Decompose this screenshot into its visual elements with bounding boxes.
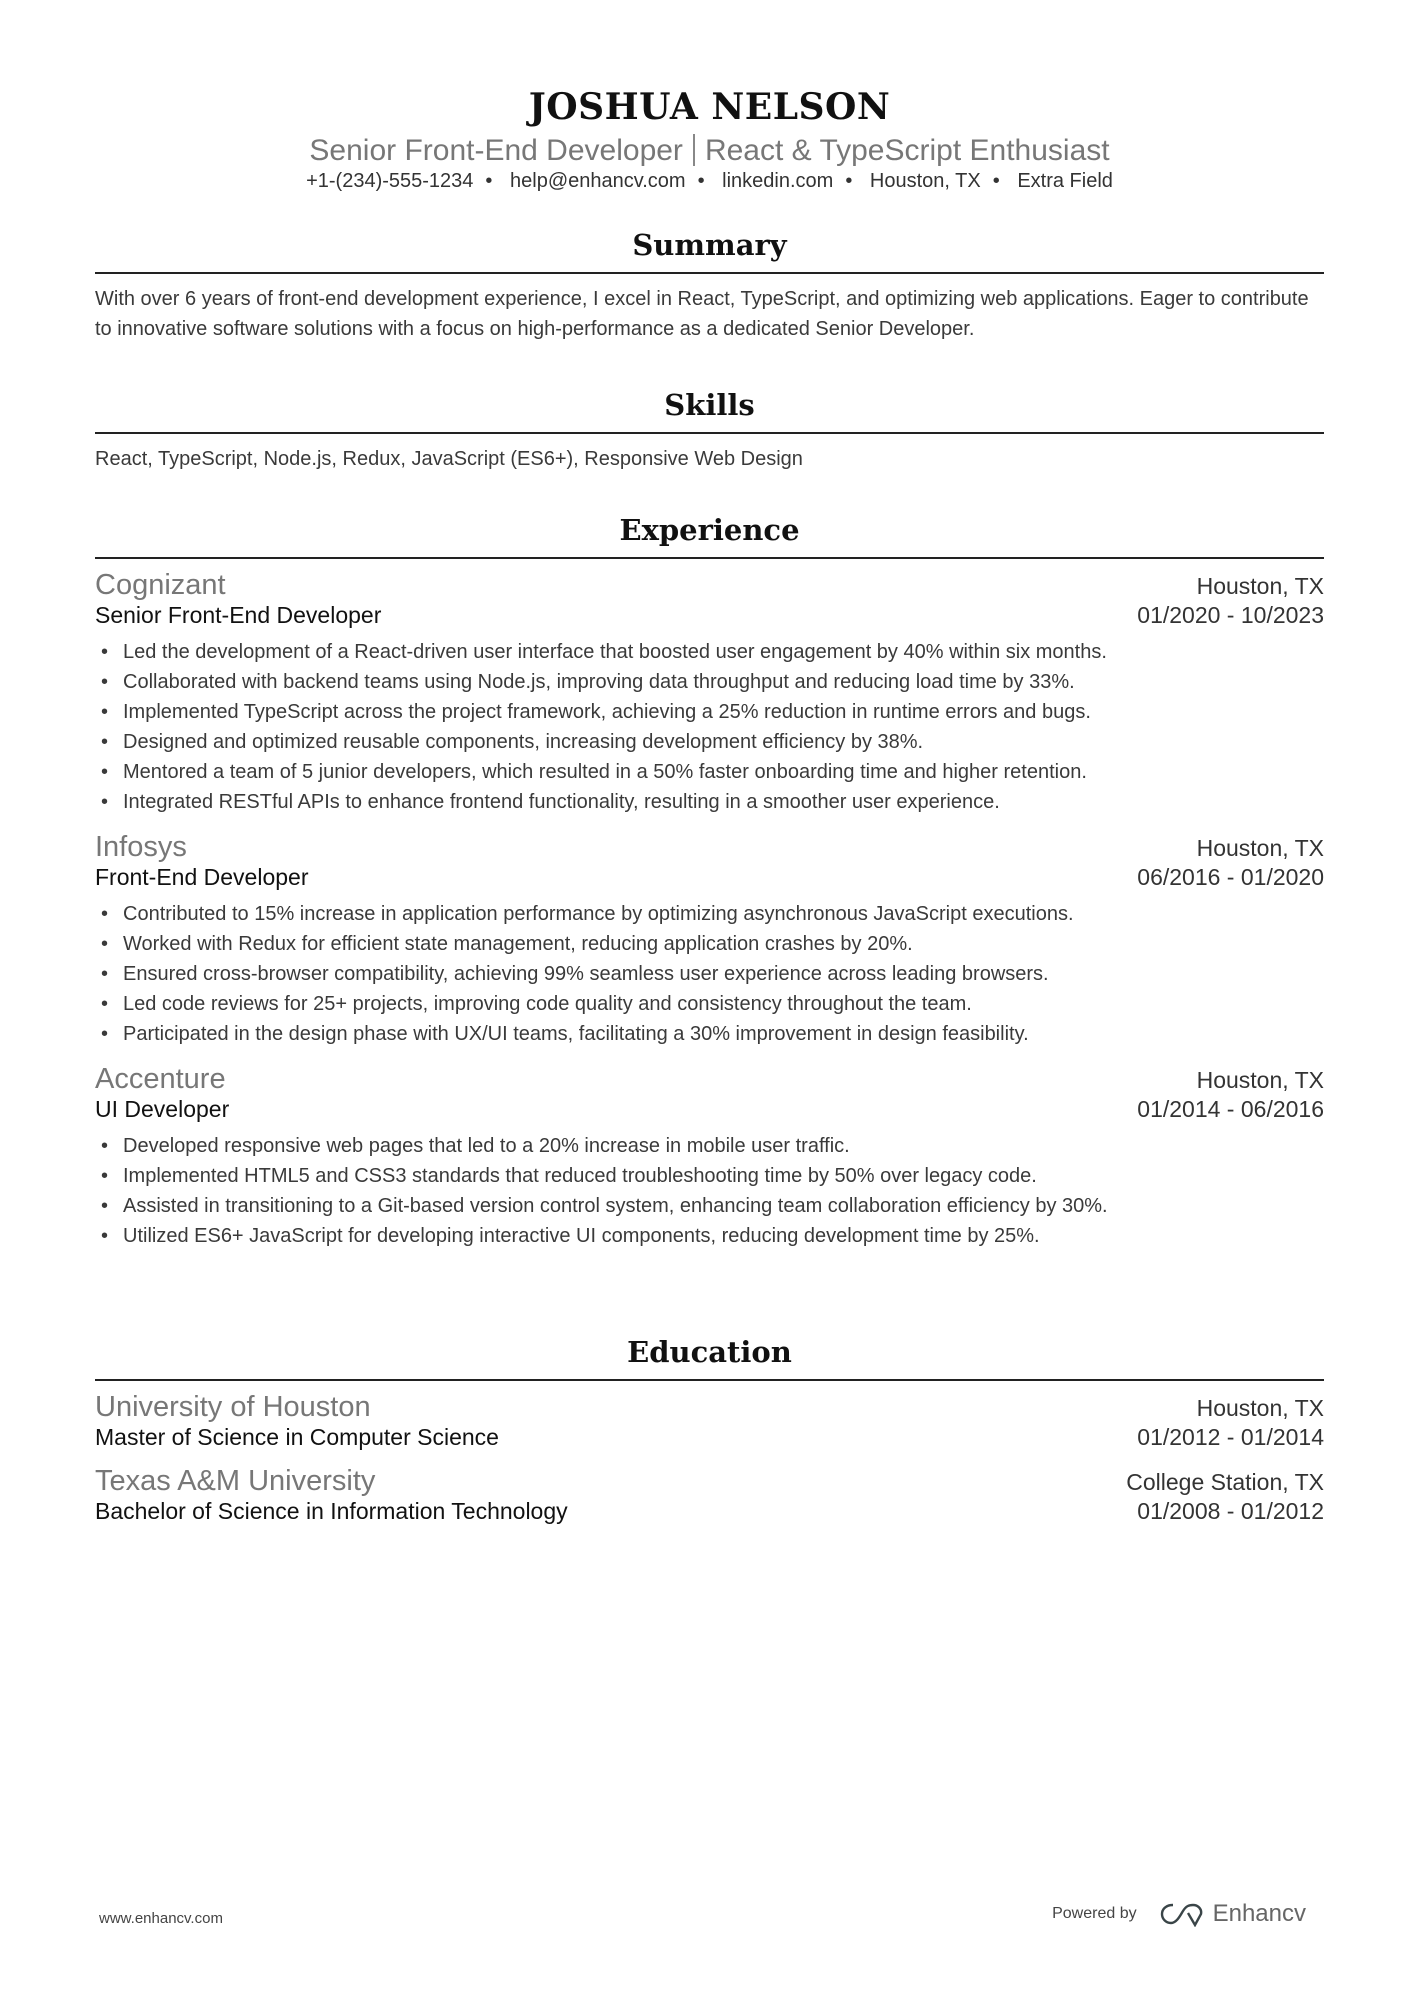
bullet-item: • Developed responsive web pages that led to a 20% increase in mobile user traffic. (95, 1131, 1324, 1161)
summary-text: With over 6 years of front-end development experience, I excel in React, TypeScript, and optimizing web applications. Eager to contribute to innovative software solutions with a focus on high-performance as a dedicated Senior Developer. (95, 288, 1309, 340)
bullet-item: • Worked with Redux for efficient state management, reducing application crashes by 20%. (95, 929, 1324, 959)
job-entry (95, 569, 1324, 817)
location: Houston, TX (869, 170, 981, 192)
bullet-item: • Mentored a team of 5 junior developers, which resulted in a 50% faster onboarding time and higher retention. (95, 757, 1324, 787)
education-entry (95, 1465, 1324, 1525)
job-dates: 01/2014 - 06/2016 (1137, 1096, 1324, 1122)
job-entry (95, 831, 1324, 1049)
experience-section (95, 513, 1324, 1251)
degree: Bachelor of Science in Information Technology (95, 1498, 568, 1524)
job-dates: 01/2020 - 10/2023 (1137, 602, 1324, 628)
job-bullets (95, 1131, 1324, 1251)
bullet-item: • Assisted in transitioning to a Git-based version control system, enhancing team collaboration efficiency by 30%. (95, 1191, 1324, 1221)
headline-title: Senior Front-End Developer (309, 134, 683, 167)
footer-branding (1052, 1900, 1306, 1928)
job-title: UI Developer (95, 1096, 230, 1122)
footer-website[interactable]: www.enhancv.com (99, 1910, 223, 1927)
education-entry (95, 1391, 1324, 1451)
job-location: Houston, TX (1196, 1067, 1324, 1093)
job-list (95, 569, 1324, 1251)
school-name: Texas A&M University (95, 1465, 376, 1497)
company-name: Infosys (95, 831, 187, 863)
bullet-item: • Led the development of a React-driven user interface that boosted user engagement by 40% within six months. (95, 637, 1324, 667)
email-link[interactable]: help@enhancv.com (510, 170, 686, 192)
bullet-item: • Led code reviews for 25+ projects, improving code quality and consistency throughout the team. (95, 989, 1324, 1019)
job-title: Senior Front-End Developer (95, 602, 382, 628)
education-section (95, 1335, 1324, 1525)
degree: Master of Science in Computer Science (95, 1424, 499, 1450)
job-dates: 06/2016 - 01/2020 (1137, 864, 1324, 890)
school-location: Houston, TX (1196, 1395, 1324, 1421)
powered-by-label: Powered by (1052, 1905, 1137, 1922)
job-bullets (95, 899, 1324, 1049)
headline-divider (693, 134, 695, 166)
section-heading: Experience (95, 513, 1324, 559)
bullet-item: • Implemented HTML5 and CSS3 standards that reduced troubleshooting time by 50% over legacy code. (95, 1161, 1324, 1191)
bullet-item: • Contributed to 15% increase in application performance by optimizing asynchronous JavaScript executions. (95, 899, 1324, 929)
phone: +1-(234)-555-1234 (306, 170, 474, 192)
brand-name: Enhancv (1212, 1900, 1306, 1927)
company-name: Accenture (95, 1063, 226, 1095)
job-entry (95, 1063, 1324, 1251)
candidate-name: JOSHUA NELSON (528, 86, 891, 128)
linkedin-link[interactable]: linkedin.com (722, 170, 834, 192)
bullet-item: • Ensured cross-browser compatibility, achieving 99% seamless user experience across leading browsers. (95, 959, 1324, 989)
education-dates: 01/2012 - 01/2014 (1137, 1424, 1324, 1450)
bullet-item: • Participated in the design phase with UX/UI teams, facilitating a 30% improvement in design feasibility. (95, 1019, 1324, 1049)
headline (95, 134, 1324, 168)
section-heading: Education (95, 1335, 1324, 1381)
job-location: Houston, TX (1196, 835, 1324, 861)
summary-section (95, 228, 1324, 344)
school-list (95, 1391, 1324, 1525)
school-name: University of Houston (95, 1391, 371, 1423)
education-dates: 01/2008 - 01/2012 (1137, 1498, 1324, 1524)
extra-field: Extra Field (1017, 170, 1113, 192)
enhancv-logo-icon (1159, 1901, 1205, 1927)
school-location: College Station, TX (1126, 1469, 1324, 1495)
skills-section (95, 388, 1324, 474)
bullet-item: • Designed and optimized reusable components, increasing development efficiency by 38%. (95, 727, 1324, 757)
section-heading: Skills (95, 388, 1324, 434)
job-title: Front-End Developer (95, 864, 309, 890)
bullet-item: • Collaborated with backend teams using Node.js, improving data throughput and reducing load time by 33%. (95, 667, 1324, 697)
headline-tagline: React & TypeScript Enthusiast (704, 134, 1110, 167)
section-heading: Summary (95, 228, 1324, 274)
enhancv-logo[interactable] (1159, 1900, 1306, 1928)
job-bullets (95, 637, 1324, 817)
company-name: Cognizant (95, 569, 226, 601)
bullet-item: • Implemented TypeScript across the project framework, achieving a 25% reduction in runtime errors and bugs. (95, 697, 1324, 727)
bullet-item: • Integrated RESTful APIs to enhance frontend functionality, resulting in a smoother user experience. (95, 787, 1324, 817)
bullet-item: • Utilized ES6+ JavaScript for developing interactive UI components, reducing development time by 25%. (95, 1221, 1324, 1251)
job-location: Houston, TX (1196, 573, 1324, 599)
contact-info: +1-(234)-555-1234 • help@enhancv.com • linkedin.com • Houston, TX • Extra Field (306, 170, 1113, 192)
skills-text: React, TypeScript, Node.js, Redux, JavaScript (ES6+), Responsive Web Design (95, 448, 803, 470)
